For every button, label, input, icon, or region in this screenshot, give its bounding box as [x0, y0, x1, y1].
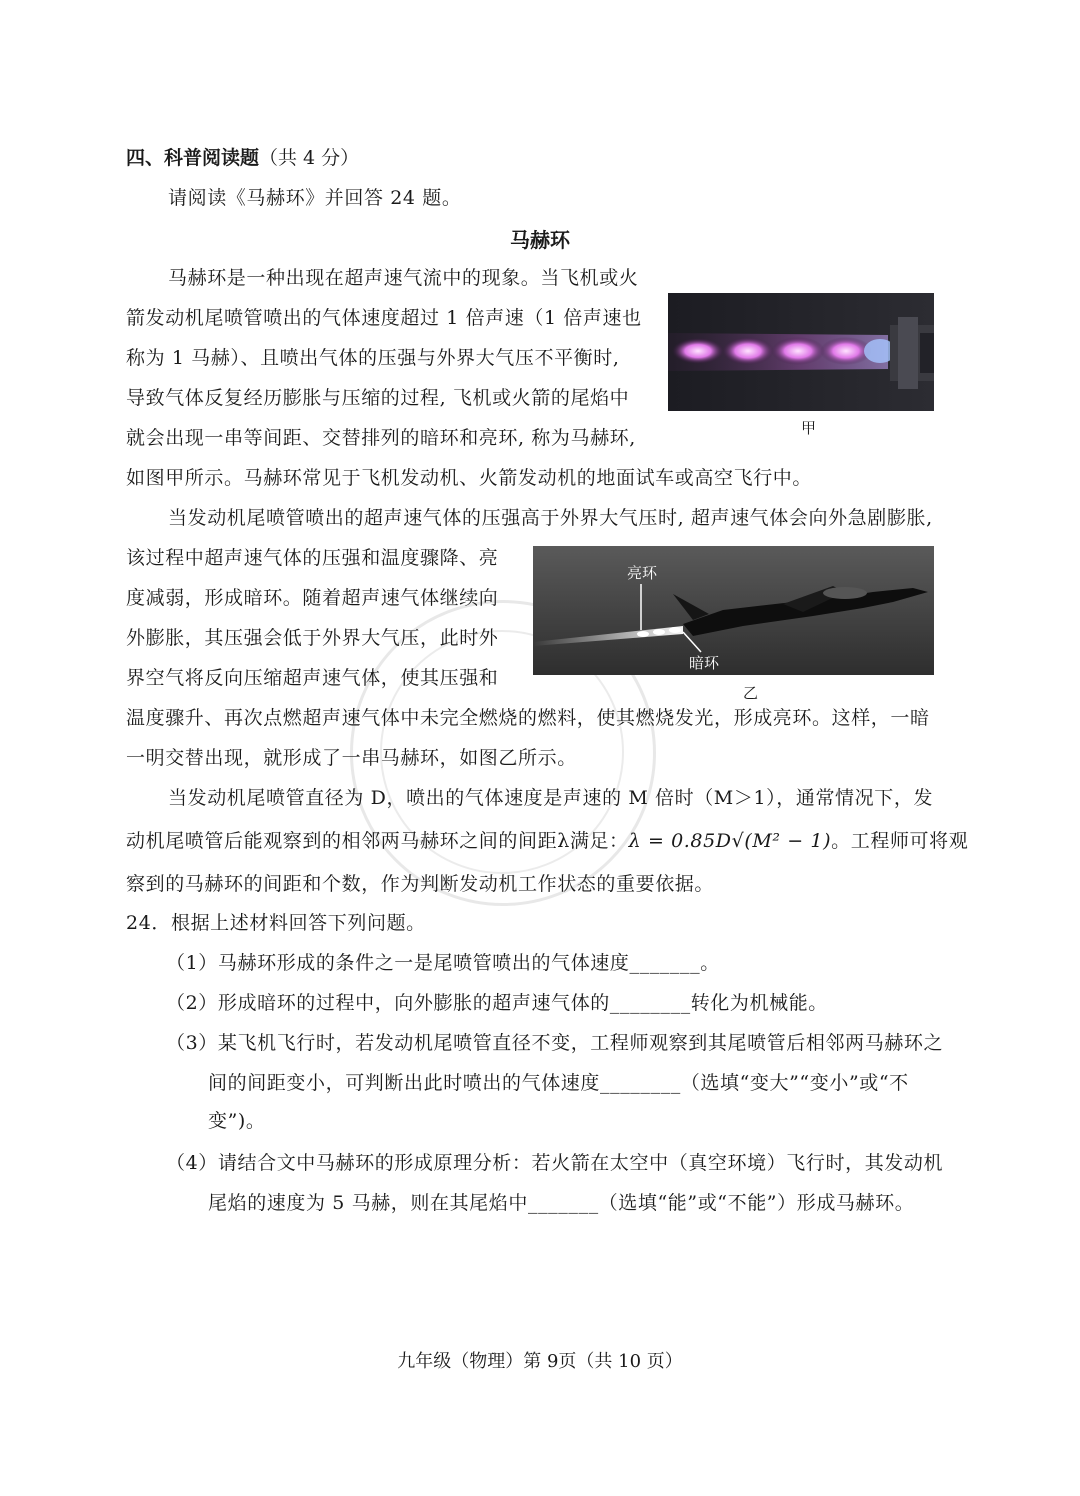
p2-line-2: 该过程中超声速气体的压强和温度骤降、亮 — [126, 547, 499, 569]
p1-line-2: 箭发动机尾喷管喷出的气体速度超过 1 倍声速（1 倍声速也 — [126, 307, 642, 329]
p3-line-1: 当发动机尾喷管直径为 D，喷出的气体速度是声速的 M 倍时（M＞1），通常情况下，发 — [168, 787, 934, 809]
figure-a-photo — [668, 293, 934, 411]
article-title: 马赫环 — [510, 228, 570, 252]
question-2: （2）形成暗环的过程中，向外膨胀的超声速气体的________转化为机械能。 — [166, 992, 828, 1014]
p2-line-1: 当发动机尾喷管喷出的超声速气体的压强高于外界大气压时, 超声速气体会向外急剧膨胀, — [168, 507, 933, 529]
figure-b-label-bright: 亮环 — [627, 564, 658, 582]
p3-line-2-a: 动机尾喷管后能观察到的相邻两马赫环之间的间距λ满足： — [126, 830, 629, 852]
figure-b-caption: 乙 — [743, 684, 759, 702]
figure-b-photo — [533, 546, 934, 675]
question-1: （1）马赫环形成的条件之一是尾喷管喷出的气体速度_______。 — [166, 952, 720, 974]
section-instruction: 请阅读《马赫环》并回答 24 题。 — [168, 187, 462, 209]
p1-line-1: 马赫环是一种出现在超声速气流中的现象。当飞机或火 — [168, 267, 639, 289]
p2-line-4: 外膨胀，其压强会低于外界大气压，此时外 — [126, 627, 499, 649]
p1-line-3: 称为 1 马赫）、且喷出气体的压强与外界大气压不平衡时, — [126, 347, 620, 369]
p2-line-3: 度减弱，形成暗环。随着超声速气体继续向 — [126, 587, 499, 609]
section-score: （共 4 分） — [259, 147, 360, 169]
question-3-line-2: 间的间距变小，可判断出此时喷出的气体速度________（选填“变大”“变小”或“不 — [208, 1072, 909, 1094]
p3-line-3: 察到的马赫环的间距和个数，作为判断发动机工作状态的重要依据。 — [126, 873, 715, 895]
question-stem: 24．根据上述材料回答下列问题。 — [126, 912, 426, 934]
question-3-line-3: 变”)。 — [208, 1110, 266, 1132]
question-4-line-2: 尾焰的速度为 5 马赫，则在其尾焰中_______（选填“能”或“不能”）形成马赫环。 — [208, 1192, 915, 1214]
p2-line-5: 界空气将反向压缩超声速气体，使其压强和 — [126, 667, 499, 689]
section-title-text: 四、科普阅读题 — [126, 147, 260, 169]
figure-a-exhaust-plume — [668, 293, 934, 411]
figure-b-label-dark: 暗环 — [689, 654, 720, 672]
page-footer: 九年级（物理）第 9页（共 10 页） — [397, 1351, 683, 1372]
section-title — [126, 143, 359, 170]
question-4-line-1: （4）请结合文中马赫环的形成原理分析：若火箭在太空中（真空环境）飞行时，其发动机 — [166, 1152, 944, 1174]
p1-line-4: 导致气体反复经历膨胀与压缩的过程, 飞机或火箭的尾焰中 — [126, 387, 630, 409]
figure-a-caption: 甲 — [801, 419, 817, 437]
figure-b-jet-illustration — [533, 546, 934, 675]
p1-line-6: 如图甲所示。马赫环常见于飞机发动机、火箭发动机的地面试车或高空飞行中。 — [126, 467, 813, 489]
p2-line-6: 温度骤升、再次点燃超声速气体中未完全燃烧的燃料，使其燃烧发光，形成亮环。这样，一暗 — [126, 707, 930, 729]
question-3-line-1: （3）某飞机飞行时，若发动机尾喷管直径不变，工程师观察到其尾喷管后相邻两马赫环之 — [166, 1032, 944, 1054]
p1-line-5: 就会出现一串等间距、交替排列的暗环和亮环, 称为马赫环, — [126, 427, 636, 449]
p2-line-7: 一明交替出现，就形成了一串马赫环，如图乙所示。 — [126, 747, 577, 769]
p3-line-2-b: 。工程师可将观 — [831, 830, 969, 852]
mach-ring-formula: λ = 0.85D√(M² − 1) — [628, 830, 832, 852]
